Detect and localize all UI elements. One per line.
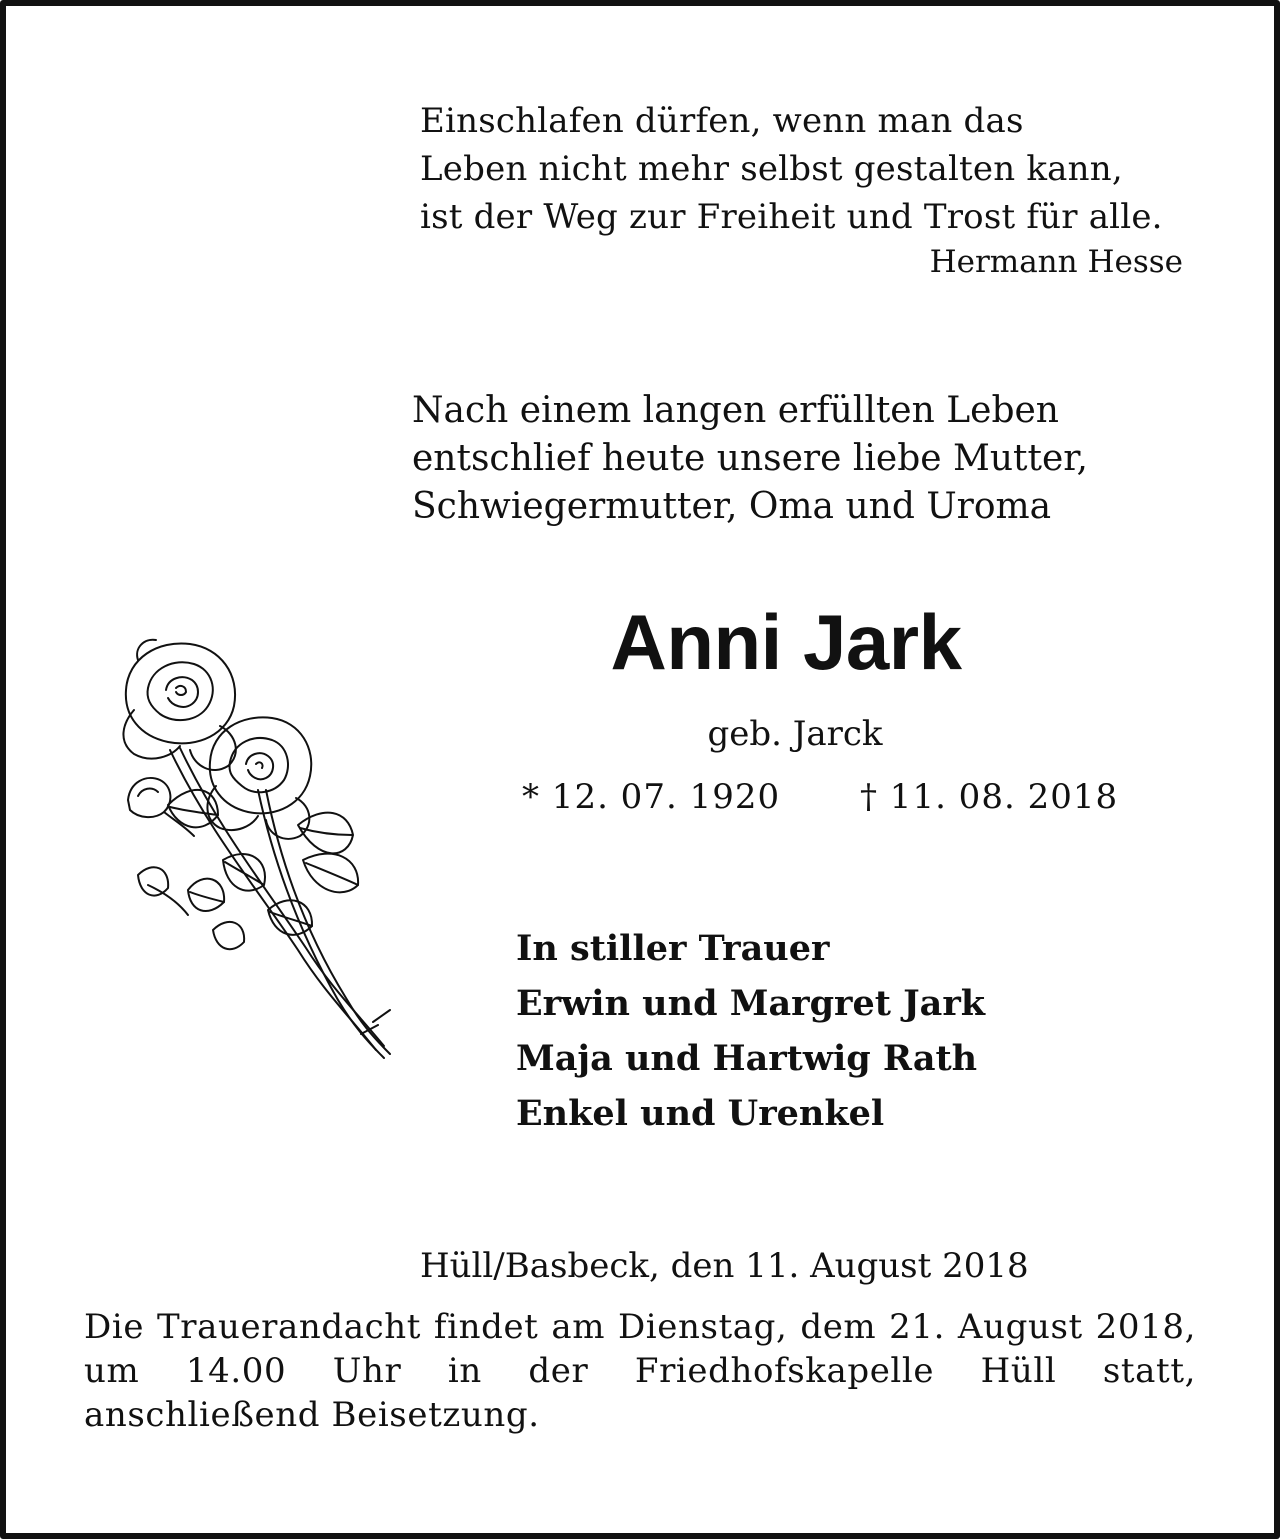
service-info: Die Trauerandacht findet am Dienstag, dem 21. August 2018, um 14.00 Uhr in der Friedhofskapelle Hüll statt, anschließend Beisetzung. (84, 1307, 1196, 1435)
mourners-line: Erwin und Margret Jark (516, 983, 986, 1024)
quote-line: Einschlafen dürfen, wenn man das (420, 101, 1024, 141)
deceased-name: Anni Jark (610, 598, 962, 686)
quote-line: Leben nicht mehr selbst gestalten kann, (420, 149, 1123, 189)
mourners (516, 921, 985, 1141)
intro-text (412, 387, 1088, 531)
quote-author: Hermann Hesse (929, 244, 1183, 280)
birth-date: * 12. 07. 1920 (522, 777, 781, 817)
intro-line: Schwiegermutter, Oma und Uroma (412, 486, 1052, 527)
mourners-line: Enkel und Urenkel (516, 1093, 885, 1134)
intro-line: Nach einem langen erfüllten Leben (412, 390, 1059, 431)
mourners-line: In stiller Trauer (516, 928, 830, 969)
maiden-name: geb. Jarck (707, 714, 883, 754)
mourners-line: Maja und Hartwig Rath (516, 1038, 978, 1079)
death-date: † 11. 08. 2018 (860, 777, 1119, 817)
roses-illustration-icon (108, 630, 403, 1060)
place-date: Hüll/Basbeck, den 11. August 2018 (420, 1246, 1029, 1286)
intro-line: entschlief heute unsere liebe Mutter, (412, 438, 1088, 479)
quote-line: ist der Weg zur Freiheit und Trost für alle. (420, 197, 1163, 237)
quote (420, 97, 1163, 241)
